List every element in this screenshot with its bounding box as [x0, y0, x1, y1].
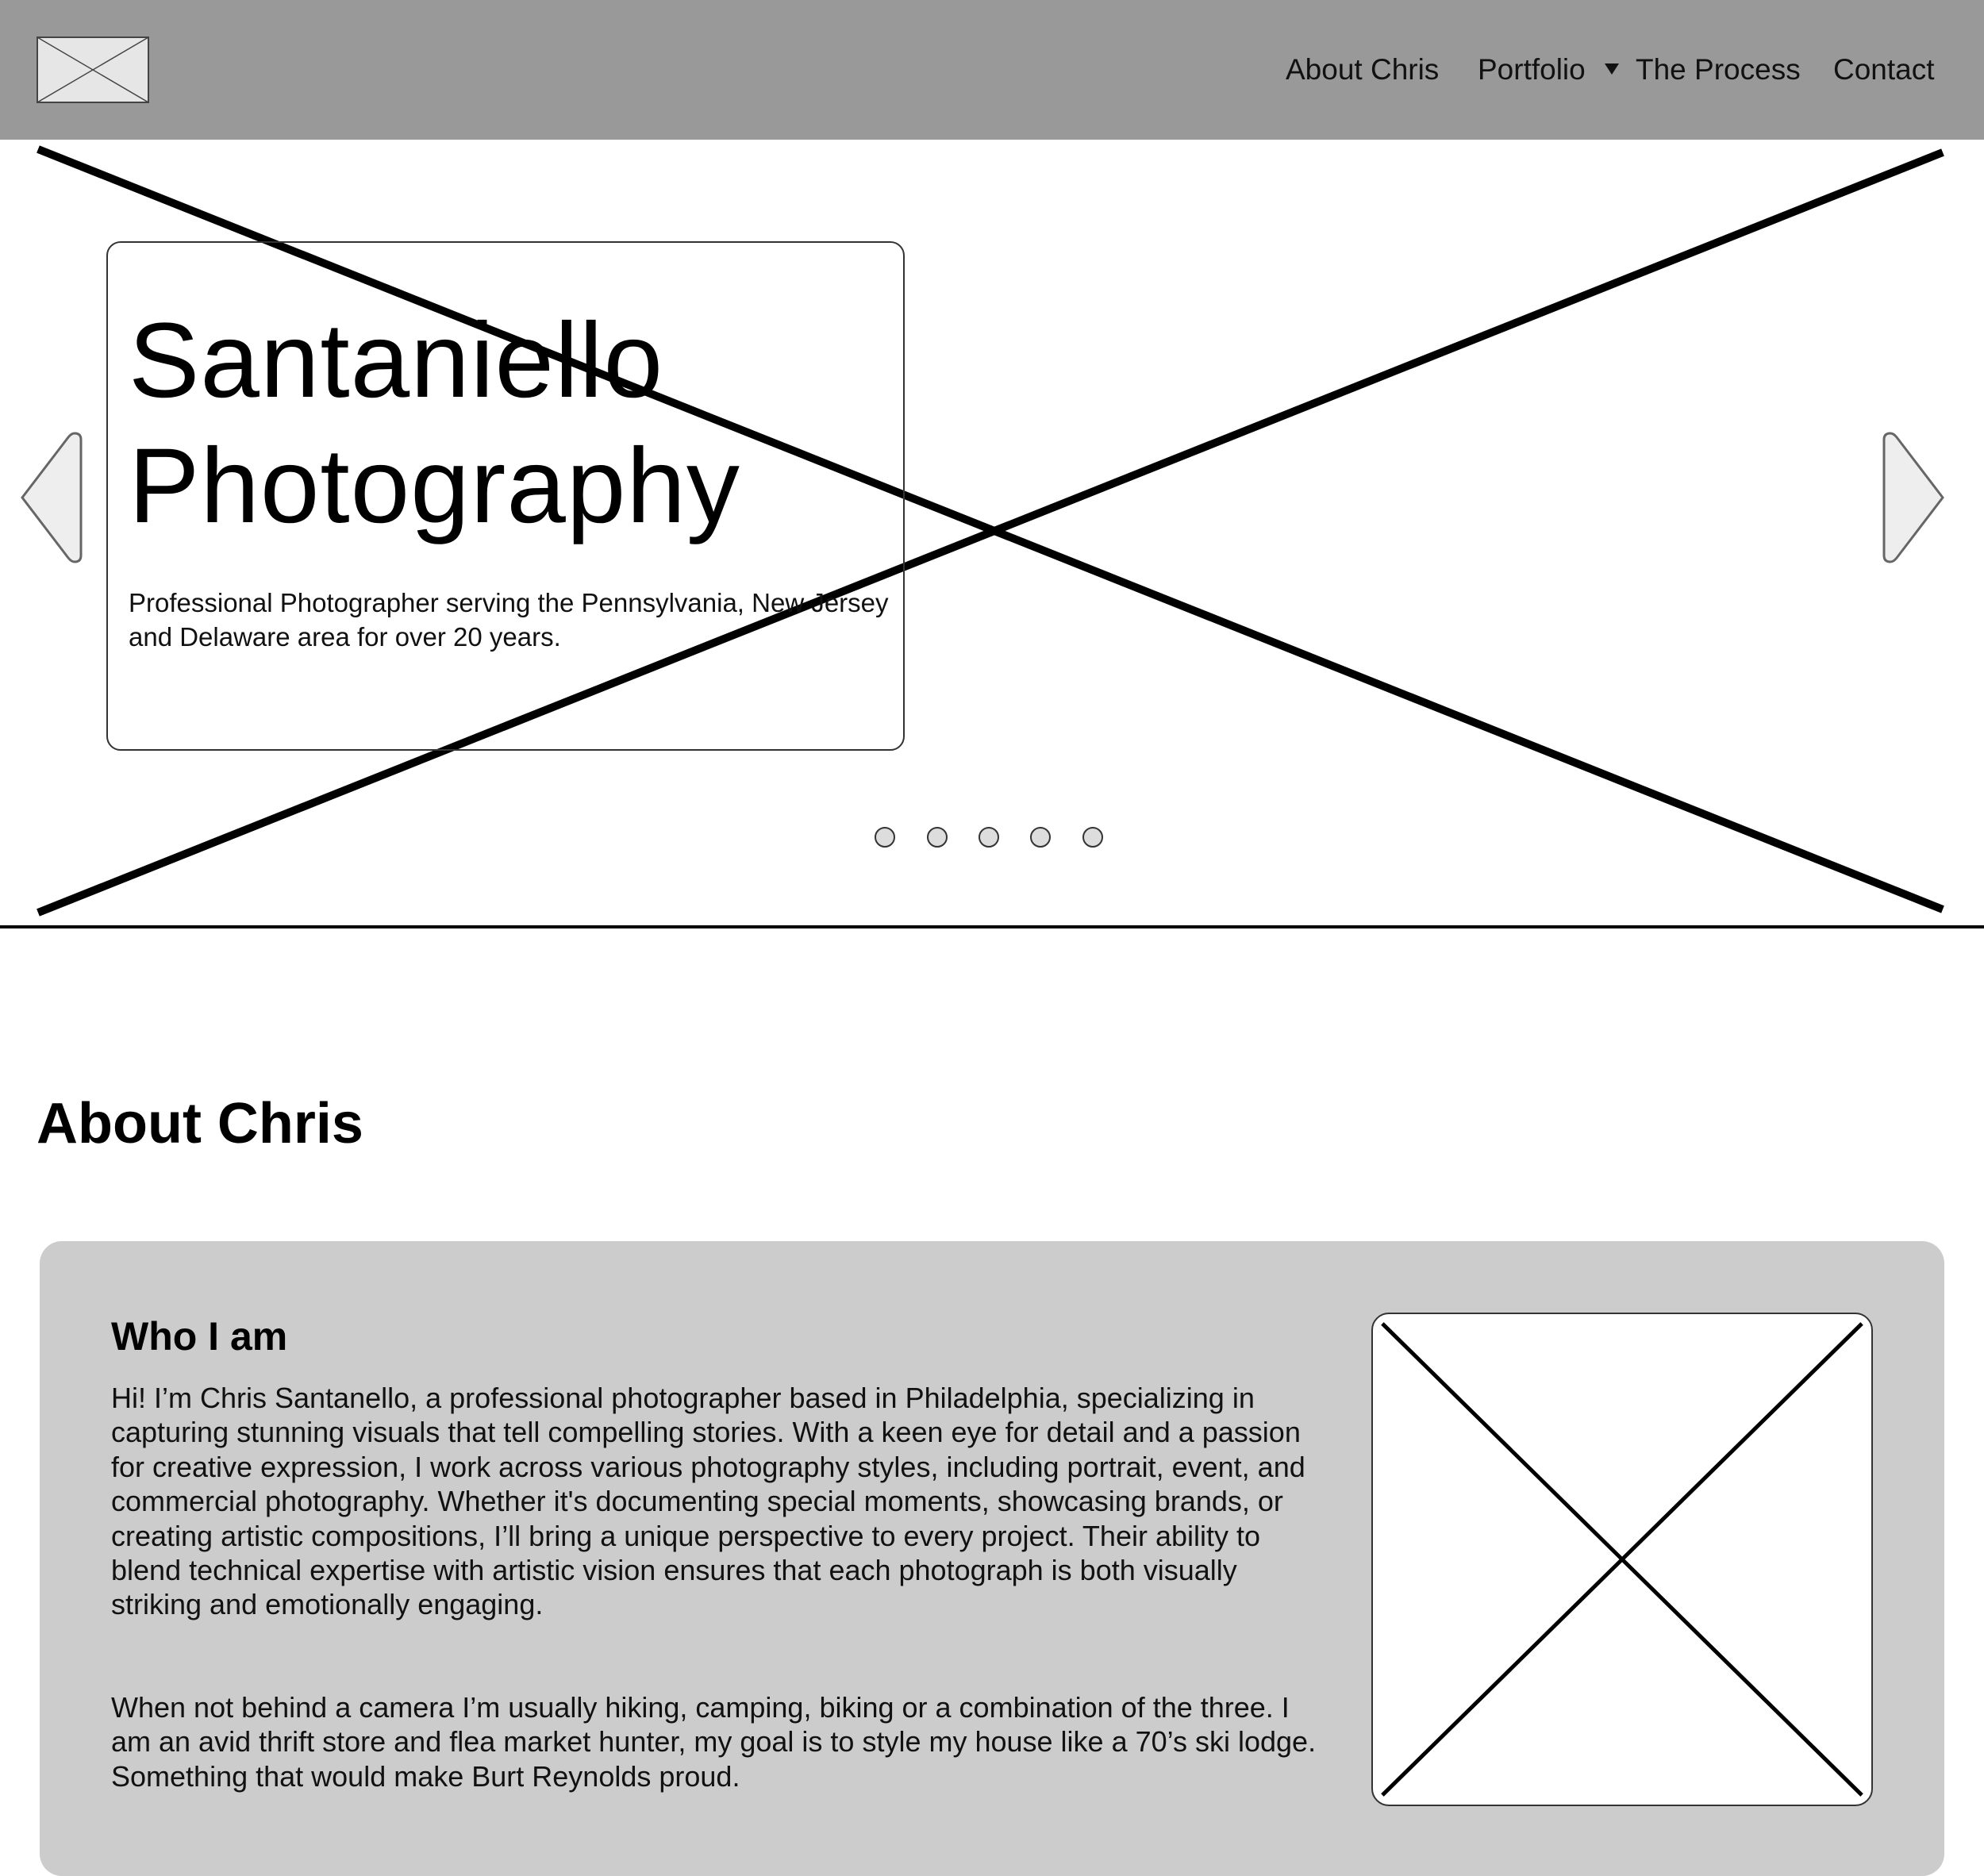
carousel-dot-2[interactable] — [927, 827, 948, 848]
portrait-image-placeholder-icon — [1371, 1313, 1873, 1806]
nav-link-portfolio[interactable]: Portfolio — [1478, 53, 1586, 86]
about-section-title: About Chris — [37, 1092, 363, 1155]
caret-down-icon[interactable] — [1605, 63, 1619, 75]
carousel-dot-3[interactable] — [979, 827, 999, 848]
hero-title-line-1: Santaniello — [129, 302, 664, 420]
hero-subtitle: Professional Photographer serving the Pennsylvania, New Jersey and Delaware area for over 20 years. — [129, 588, 889, 652]
who-i-am-heading: Who I am — [111, 1314, 288, 1359]
logo-placeholder-icon[interactable] — [37, 37, 149, 103]
carousel-next-arrow-icon[interactable] — [1879, 430, 1946, 565]
navbar — [0, 0, 1984, 140]
hero-title-line-2: Photography — [129, 427, 740, 545]
nav-link-about-chris[interactable]: About Chris — [1286, 53, 1440, 86]
carousel-dot-1[interactable] — [875, 827, 895, 848]
section-divider — [0, 925, 1984, 928]
hero-title — [129, 298, 906, 549]
carousel-dot-4[interactable] — [1030, 827, 1051, 848]
nav-link-the-process[interactable]: The Process — [1636, 53, 1801, 86]
carousel-prev-arrow-icon[interactable] — [19, 430, 86, 565]
nav-link-contact[interactable]: Contact — [1833, 53, 1935, 86]
bio-paragraph-2: When not behind a camera I’m usually hiking, camping, biking or a combination of the three. I am an avid thrift store and flea market hunter, my goal is to style my house like a 70’s ski lodge. Something that would make Burt Reynolds proud. — [111, 1691, 1317, 1793]
carousel-dot-5[interactable] — [1082, 827, 1103, 848]
bio-paragraph-1: Hi! I’m Chris Santanello, a professional photographer based in Philadelphia, specializing in capturing stunning visuals that tell compelling stories. With a keen eye for detail and a passion for creative expression, I work across various photography styles, including portrait, event, and commercial photography. Whether it's documenting special moments, showcasing brands, or creating artistic compositions, I’ll bring a unique perspective to every project. Their ability to blend technical expertise with artistic vision ensures that each photograph is both visually striking and emotionally engaging. — [111, 1382, 1305, 1621]
